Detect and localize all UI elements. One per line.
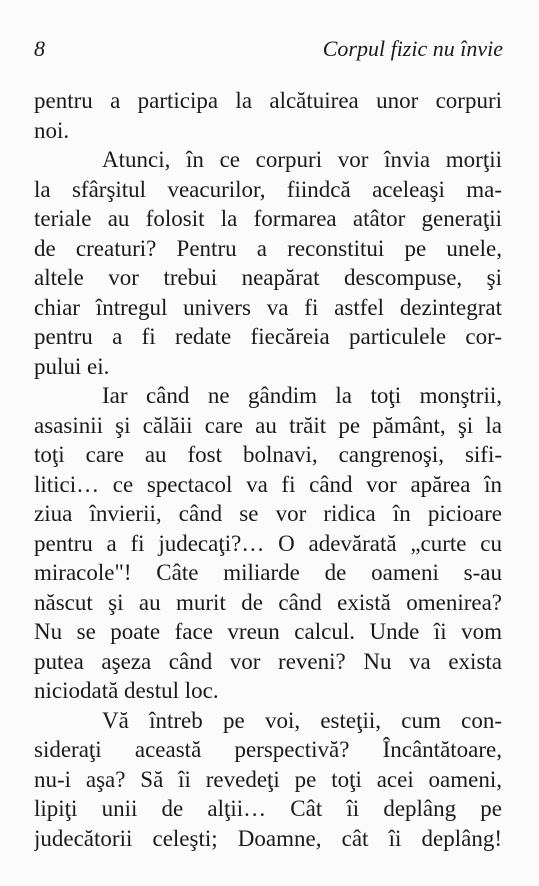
text-line: de creaturi? Pentru a reconstitui pe unele, <box>34 235 502 261</box>
text-line: chiar întregul univers va fi astfel dezintegrat <box>34 294 502 320</box>
text-line: altele vor trebui neapărat descompuse, şi <box>34 265 502 290</box>
text-line: litici… ce spectacol va fi când vor apărea în <box>34 471 502 497</box>
body-text <box>34 86 502 853</box>
page-number: 8 <box>34 36 45 61</box>
text-line: pentru a fi judecaţi?… O adevărată „curte cu <box>34 530 502 556</box>
text-line: judecătorii celeşti; Doamne, cât îi deplâng! <box>34 825 502 851</box>
text-line: sideraţi această perspectivă? Încântătoare, <box>34 737 502 762</box>
running-title: Corpul fizic nu învie <box>322 36 503 61</box>
text-line: născut şi au murit de când există omenirea? <box>34 589 502 615</box>
text-line: Vă întreb pe voi, esteţii, cum con- <box>102 707 502 733</box>
text-line: miracole"! Câte miliarde de oameni s-au <box>34 560 502 585</box>
text-line: toţi care au fost bolnavi, cangrenoşi, sifi- <box>34 442 502 467</box>
text-line: Iar când ne gândim la toţi monştrii, <box>102 383 502 408</box>
text-line: lipiţi unii de alţii… Cât îi deplâng pe <box>34 796 502 821</box>
running-header <box>34 34 503 64</box>
text-line: teriale au folosit la formarea atâtor generaţii <box>34 206 502 231</box>
text-line: la sfârşitul veacurilor, fiindcă aceleaşi ma- <box>34 176 502 202</box>
text-line: niciodată destul loc. <box>34 678 219 703</box>
text-line: pentru a fi redate fiecăreia particulele cor- <box>34 324 502 349</box>
text-line: noi. <box>34 117 70 143</box>
text-line: ziua învierii, când se vor ridica în picioare <box>34 501 502 526</box>
text-line: pentru a participa la alcătuirea unor corpuri <box>34 88 502 113</box>
text-line: Atunci, în ce corpuri vor învia morţii <box>102 147 502 172</box>
text-line: putea aşeza când vor reveni? Nu va exista <box>34 648 502 674</box>
text-line: pului ei. <box>34 353 110 379</box>
text-line: Nu se poate face vreun calcul. Unde îi vom <box>34 619 502 644</box>
text-line: asasinii şi călăii care au trăit pe pământ, şi la <box>34 412 502 438</box>
text-line: nu-i aşa? Să îi revedeţi pe toţi acei oameni, <box>34 766 502 792</box>
